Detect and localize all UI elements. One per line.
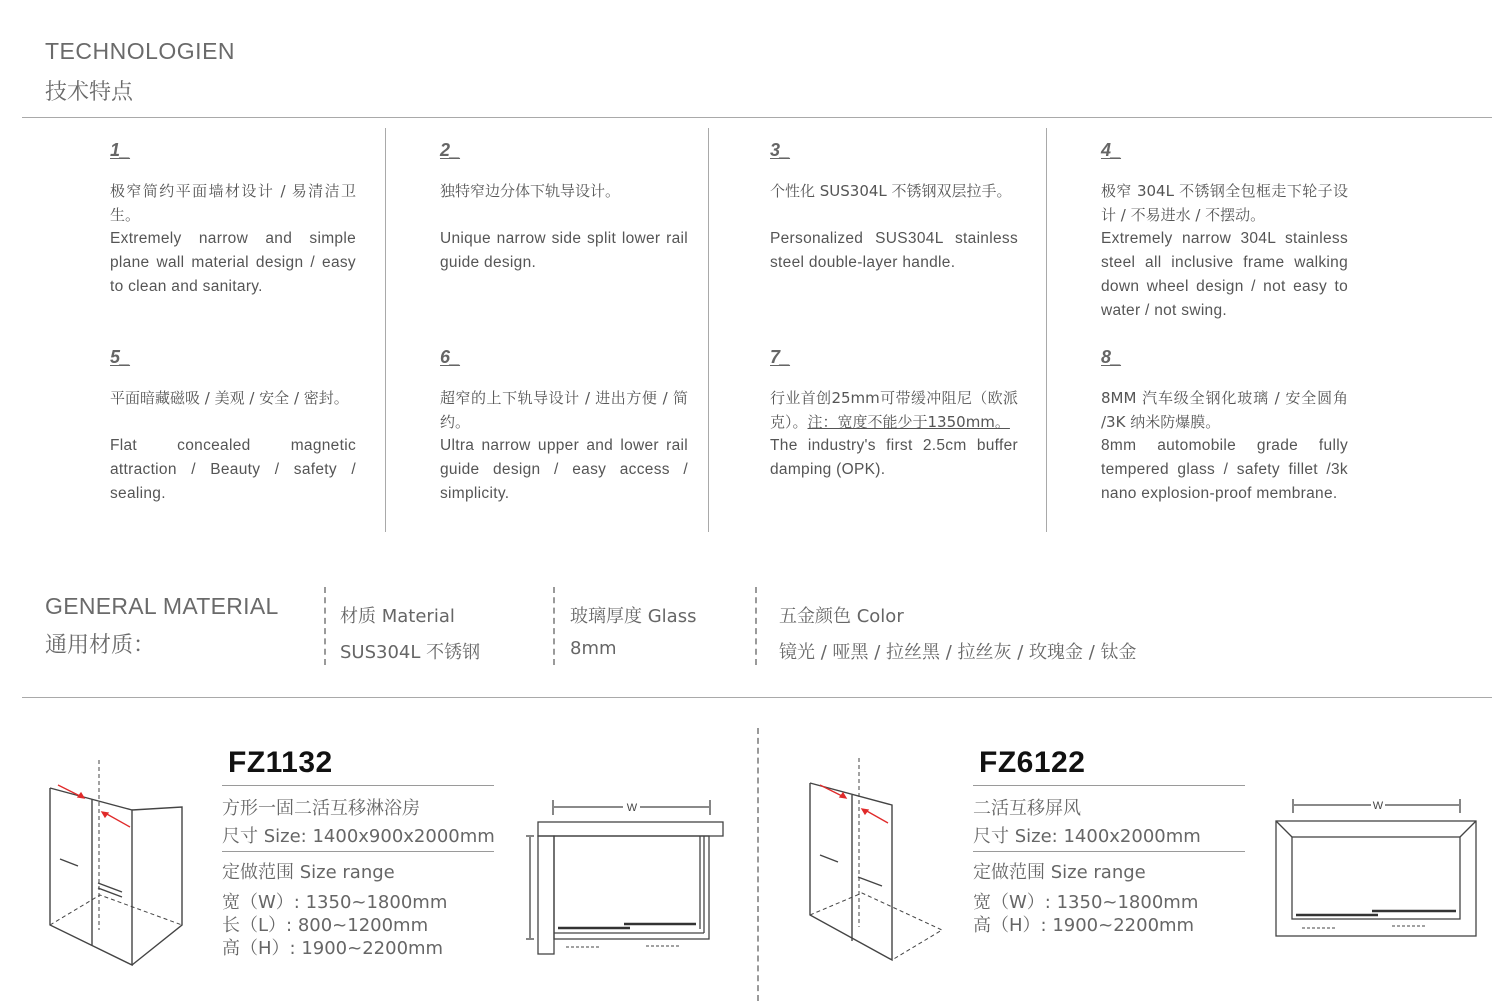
general-material-title-en: GENERAL MATERIAL [45, 593, 279, 619]
divider-middle [22, 697, 1492, 698]
product-name: 二活互移屏风 [973, 798, 1081, 819]
feature-text-zh: 独特窄边分体下轨导设计。 [440, 182, 621, 200]
section-header [45, 38, 235, 106]
size-range-item: 宽（W）: 1350~1800mm [222, 892, 448, 913]
feature-text-zh: 超窄的上下轨导设计 / 进出方便 / 简约。 [440, 389, 688, 431]
feature-number: 4_ [1101, 140, 1122, 160]
feature-7 [770, 347, 1018, 482]
divider-top [22, 117, 1492, 118]
glass-column [570, 602, 696, 659]
general-material-title [45, 593, 279, 659]
color-value: 镜光 / 哑黑 / 拉丝黑 / 拉丝灰 / 玫瑰金 / 钛金 [779, 642, 1137, 663]
size-range-title: 定做范围 Size range [973, 862, 1146, 883]
feature-text-en: Ultra narrow upper and lower rail guide design / easy access / simplicity. [440, 437, 688, 502]
column-divider [1046, 128, 1047, 532]
feature-number: 2_ [440, 140, 461, 160]
column-divider [385, 128, 386, 532]
product-2-plan-drawing [1268, 795, 1483, 940]
dashed-divider [553, 587, 555, 665]
product-code: FZ6122 [979, 746, 1086, 779]
size-range-item: 高（H）: 1900~2200mm [222, 938, 444, 959]
feature-text-en: Unique narrow side split lower rail guide design. [440, 230, 688, 271]
product-name: 方形一固二活互移淋浴房 [222, 798, 420, 819]
material-label: 材质 Material [340, 606, 455, 627]
product-size: 尺寸 Size: 1400x2000mm [973, 826, 1201, 847]
feature-number: 7_ [770, 347, 791, 367]
feature-text-zh: 极窄简约平面墙材设计 / 易清洁卫生。 [110, 182, 356, 224]
size-range-item: 宽（W）: 1350~1800mm [973, 892, 1199, 913]
product-line [973, 851, 1245, 852]
feature-text-zh: 个性化 SUS304L 不锈钢双层拉手。 [770, 182, 1012, 200]
color-column [779, 602, 1137, 664]
product-divider [757, 728, 759, 1001]
feature-number: 5_ [110, 347, 131, 367]
product-1-iso-drawing [40, 755, 190, 970]
feature-8 [1101, 347, 1348, 506]
product-code: FZ1132 [228, 746, 333, 779]
product-1-plan-drawing [518, 795, 728, 960]
feature-text-en: Extremely narrow 304L stainless steel all inclusive frame walking down wheel design / not easy to water / not swing. [1101, 230, 1348, 319]
glass-label: 玻璃厚度 Glass [570, 606, 697, 627]
feature-1 [110, 140, 356, 299]
glass-value: 8mm [570, 638, 617, 659]
size-range-item: 长（L）: 800~1200mm [222, 915, 429, 936]
header-title-en: TECHNOLOGIEN [45, 38, 236, 64]
size-range-title: 定做范围 Size range [222, 862, 395, 883]
feature-number: 1_ [110, 140, 131, 160]
feature-number: 3_ [770, 140, 791, 160]
feature-4 [1101, 140, 1348, 323]
feature-text-zh: 极窄 304L 不锈钢全包框走下轮子设计 / 不易进水 / 不摆动。 [1101, 182, 1348, 224]
feature-6 [440, 347, 688, 506]
feature-text-en: 8mm automobile grade fully tempered glass / safety fillet /3k nano explosion-proof membrane. [1101, 437, 1348, 502]
feature-text-en: Extremely narrow and simple plane wall material design / easy to clean and sanitary. [110, 230, 356, 295]
plan-w-label: W [1372, 800, 1384, 812]
color-label: 五金颜色 Color [779, 606, 904, 627]
product-line [222, 785, 494, 786]
column-divider [708, 128, 709, 532]
product-2-iso-drawing [800, 755, 950, 970]
feature-text-zh [770, 386, 1018, 434]
material-column [340, 602, 480, 664]
feature-5 [110, 347, 356, 506]
dashed-divider [755, 587, 757, 665]
header-title-zh: 技术特点 [45, 80, 134, 105]
feature-text-en: Personalized SUS304L stainless steel double-layer handle. [770, 230, 1018, 271]
feature-text-zh: 8MM 汽车级全钢化玻璃 / 安全圆角 /3K 纳米防爆膜。 [1101, 389, 1348, 431]
feature-text-en: The industry's first 2.5cm buffer damping (OPK). [770, 437, 1018, 478]
feature-text-zh: 平面暗藏磁吸 / 美观 / 安全 / 密封。 [110, 389, 349, 407]
feature-text-zh-main: 行业首创25mm可带缓冲阻尼（欧派克）。 [770, 389, 1018, 431]
product-line [973, 785, 1245, 786]
material-value: SUS304L 不锈钢 [340, 642, 481, 663]
product-size: 尺寸 Size: 1400x900x2000mm [222, 826, 495, 847]
feature-2 [440, 140, 688, 275]
feature-number: 6_ [440, 347, 461, 367]
dashed-divider [324, 587, 326, 665]
general-material-title-zh: 通用材质： [45, 633, 156, 658]
plan-w-label: W [626, 802, 638, 814]
feature-text-en: Flat concealed magnetic attraction / Beauty / safety / sealing. [110, 437, 356, 502]
feature-3 [770, 140, 1018, 275]
feature-note: 注：宽度不能少于1350mm。 [807, 413, 1010, 431]
size-range-item: 高（H）: 1900~2200mm [973, 915, 1195, 936]
feature-number: 8_ [1101, 347, 1122, 367]
product-line [222, 851, 494, 852]
